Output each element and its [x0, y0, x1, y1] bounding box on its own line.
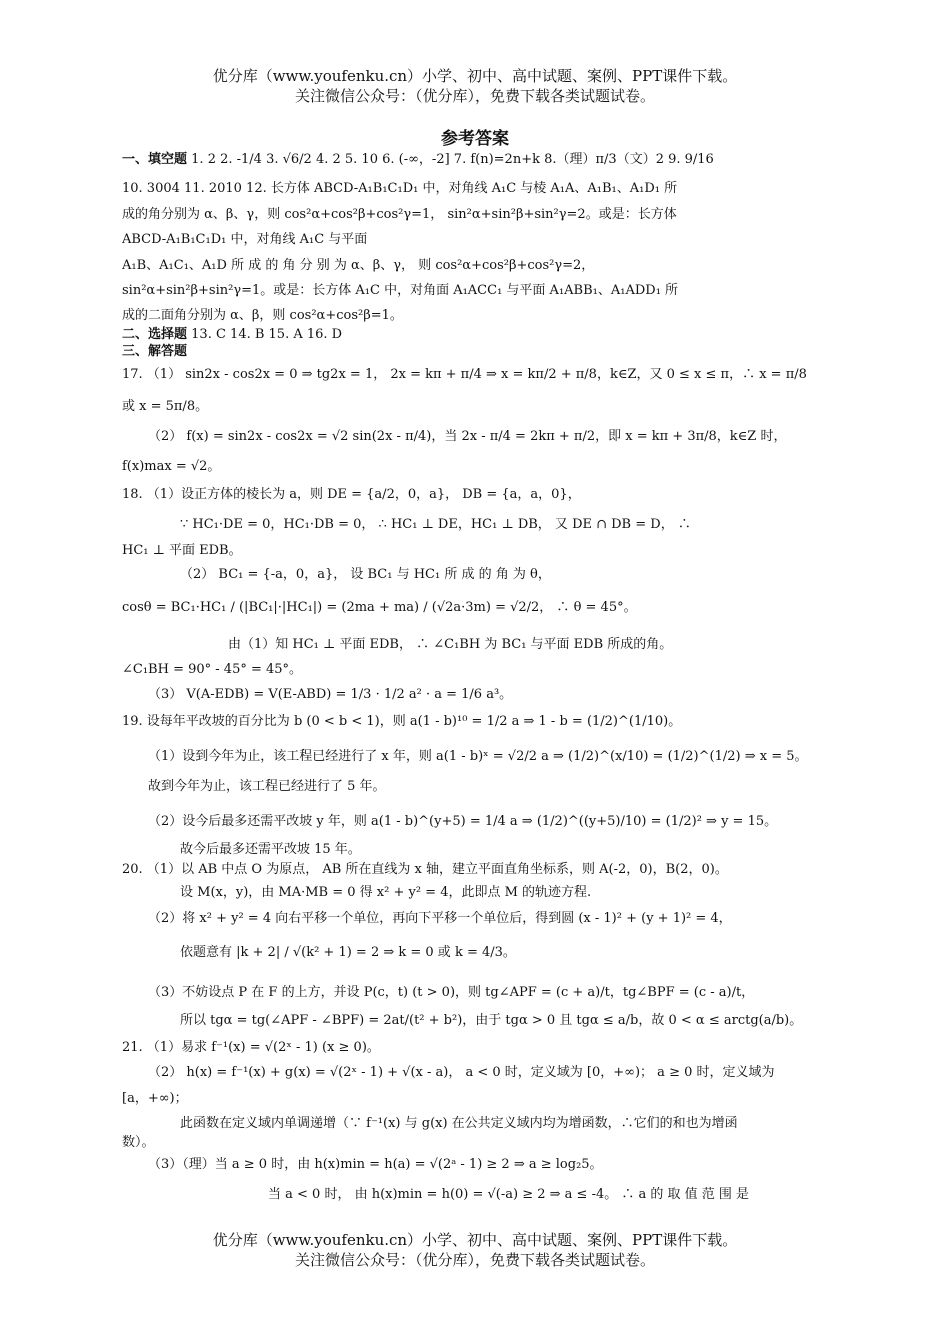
answer-line: （2） h(x) = f⁻¹(x) + g(x) = √(2ˣ - 1) + √(x - a)， a < 0 时，定义域为 [0，+∞)； a ≥ 0 时，定义域为	[148, 1065, 775, 1080]
answer-line: 成的角分别为 α、β、γ，则 cos²α+cos²β+cos²γ=1， sin²α+sin²β+sin²γ=2。或是：长方体	[122, 207, 677, 222]
answer-line: 所以 tgα = tg(∠APF - ∠BPF) = 2at/(t² + b²)，由于 tgα > 0 且 tgα ≤ a/b，故 0 < α ≤ arctg(a/b)。	[180, 1013, 803, 1028]
answer-line: 成的二面角分别为 α、β，则 cos²α+cos²β=1。	[122, 308, 403, 323]
answer-line: ∠C₁BH = 90° - 45° = 45°。	[122, 662, 303, 677]
answer-line: ∵ HC₁·DE = 0，HC₁·DB = 0， ∴ HC₁ ⊥ DE，HC₁ ⊥ DB， 又 DE ∩ DB = D， ∴	[180, 517, 691, 532]
answer-line: 一、填空题 1. 2 2. -1/4 3. √6/2 4. 2 5. 10 6. (-∞，-2] 7. f(n)=2n+k 8.（理）π/3（文）2 9. 9/16	[122, 152, 714, 167]
answer-line: 数）。	[122, 1135, 155, 1150]
answer-line: 由（1）知 HC₁ ⊥ 平面 EDB， ∴ ∠C₁BH 为 BC₁ 与平面 EDB 所成的角。	[228, 637, 673, 652]
answer-line: 二、选择题 13. C 14. B 15. A 16. D	[122, 327, 343, 342]
section-label-fill: 一、填空题	[122, 152, 188, 167]
answer-line: （2） f(x) = sin2x - cos2x = √2 sin(2x - π/4)，当 2x - π/4 = 2kπ + π/2，即 x = kπ + 3π/8，k∈Z 时，	[148, 429, 787, 444]
answer-line: f(x)max = √2。	[122, 459, 221, 474]
answer-line: 20. （1）以 AB 中点 O 为原点， AB 所在直线为 x 轴，建立平面直角坐标系，则 A(-2，0)，B(2，0)。	[122, 862, 728, 877]
answer-line: （2）将 x² + y² = 4 向右平移一个单位，再向下平移一个单位后，得到圆 (x - 1)² + (y + 1)² = 4，	[148, 911, 732, 926]
answer-line: ABCD-A₁B₁C₁D₁ 中，对角线 A₁C 与平面	[122, 232, 368, 247]
answer-line: sin²α+sin²β+sin²γ=1。或是：长方体 A₁C 中，对角面 A₁ACC₁ 与平面 A₁ABB₁、A₁ADD₁ 所	[122, 283, 679, 298]
answer-line: 故今后最多还需平改坡 15 年。	[180, 842, 361, 857]
answer-line: 依题意有 |k + 2| / √(k² + 1) = 2 ⇒ k = 0 或 k = 4/3。	[180, 945, 516, 960]
answer-line: （3） V(A-EDB) = V(E-ABD) = 1/3 · 1/2 a² · a = 1/6 a³。	[148, 687, 513, 702]
answer-line: 设 M(x，y)，由 MA·MB = 0 得 x² + y² = 4，此即点 M 的轨迹方程.	[180, 885, 592, 900]
answer-line: 18. （1）设正方体的棱长为 a，则 DE = {a/2，0，a}， DB = {a，a，0}，	[122, 487, 581, 502]
answer-line: （3）（理）当 a ≥ 0 时，由 h(x)min = h(a) = √(2ᵃ - 1) ≥ 2 ⇒ a ≥ log₂5。	[148, 1157, 603, 1172]
answer-line: 或 x = 5π/8。	[122, 399, 209, 414]
section-label-solve: 三、解答题	[122, 344, 188, 359]
header-line-1: 优分库（www.youfenku.cn）小学、初中、高中试题、案例、PPT课件下载。	[212, 67, 738, 85]
answer-line: 此函数在定义域内单调递增（∵ f⁻¹(x) 与 g(x) 在公共定义域内均为增函数，∴它们的和也为增函	[180, 1116, 738, 1131]
answer-line: 故到今年为止，该工程已经进行了 5 年。	[148, 779, 386, 794]
footer-line-2: 关注微信公众号：（优分库），免费下载各类试题试卷。	[294, 1251, 655, 1269]
page-title: 参考答案	[441, 129, 509, 149]
answer-line: 19. 设每年平改坡的百分比为 b (0 < b < 1)，则 a(1 - b)¹⁰ = 1/2 a ⇒ 1 - b = (1/2)^(1/10)。	[122, 714, 682, 729]
answer-line: 10. 3004 11. 2010 12. 长方体 ABCD-A₁B₁C₁D₁ 中，对角线 A₁C 与棱 A₁A、A₁B₁、A₁D₁ 所	[122, 181, 678, 196]
answer-line: 21. （1）易求 f⁻¹(x) = √(2ˣ - 1) (x ≥ 0)。	[122, 1040, 380, 1055]
answer-line: 17. （1） sin2x - cos2x = 0 ⇒ tg2x = 1， 2x = kπ + π/4 ⇒ x = kπ/2 + π/8，k∈Z，又 0 ≤ x ≤ π，∴ x = π/8	[122, 367, 807, 382]
answer-line: （3）不妨设点 P 在 F 的上方，并设 P(c，t) (t > 0)，则 tg∠APF = (c + a)/t，tg∠BPF = (c - a)/t，	[148, 985, 755, 1000]
footer-line-1: 优分库（www.youfenku.cn）小学、初中、高中试题、案例、PPT课件下载。	[212, 1231, 738, 1249]
answer-line	[122, 343, 830, 361]
answer-line: cosθ = BC₁·HC₁ / (|BC₁|·|HC₁|) = (2ma + ma) / (√2a·3m) = √2/2， ∴ θ = 45°。	[122, 600, 637, 615]
answer-line: （2） BC₁ = {-a，0，a}， 设 BC₁ 与 HC₁ 所 成 的 角 为 θ，	[180, 567, 551, 582]
answer-line: HC₁ ⊥ 平面 EDB。	[122, 543, 242, 558]
answer-line: A₁B、A₁C₁、A₁D 所 成 的 角 分 别 为 α、β、γ， 则 cos²α+cos²β+cos²γ=2，	[122, 258, 595, 273]
header-line-2: 关注微信公众号：（优分库），免费下载各类试题试卷。	[294, 87, 655, 105]
answer-line: 当 a < 0 时， 由 h(x)min = h(0) = √(-a) ≥ 2 ⇒ a ≤ -4。 ∴ a 的 取 值 范 围 是	[268, 1187, 750, 1202]
answer-line: （1）设到今年为止，该工程已经进行了 x 年，则 a(1 - b)ˣ = √2/2 a ⇒ (1/2)^(x/10) = (1/2)^(1/2) ⇒ x = 5。	[148, 749, 808, 764]
section-label-choice: 二、选择题	[122, 327, 188, 342]
answer-line: [a，+∞)；	[122, 1091, 188, 1106]
answer-line: （2）设今后最多还需平改坡 y 年，则 a(1 - b)^(y+5) = 1/4 a ⇒ (1/2)^((y+5)/10) = (1/2)² ⇒ y = 15。	[148, 814, 778, 829]
